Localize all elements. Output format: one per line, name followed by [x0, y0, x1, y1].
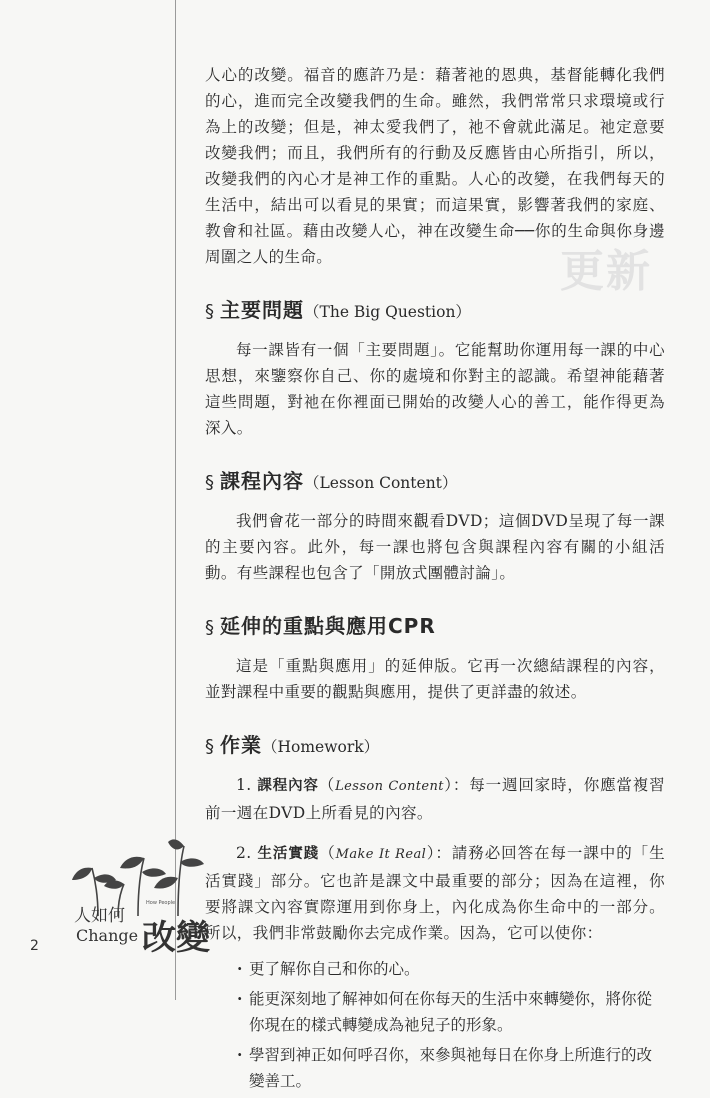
lesson-content-body: 我們會花一部分的時間來觀看DVD；這個DVD呈現了每一課的主要內容。此外，每一課也將包含與課程內容有關的小組活動。有些課程也包含了「開放式團體討論」。	[205, 512, 665, 582]
section-heading-homework	[205, 729, 665, 758]
list-item: · 更了解你自己和你的心。	[237, 956, 665, 982]
big-question-body: 每一課皆有一個「主要問題」。它能幫助你運用每一課的中心思想，來鑒察你自己、你的處境和你對主的認識。希望神能藉著這些問題，對祂在你裡面已開始的改變人心的善工，能作得更為深入。	[205, 341, 665, 437]
section-title-zh: 主要問題	[220, 298, 304, 322]
intro-paragraph: 人心的改變。福音的應許乃是：藉著祂的恩典，基督能轉化我們的心，進而完全改變我們的生命。雖然，我們常常只求環境或行為上的改變；但是，神太愛我們了，祂不會就此滿足。祂定意要改變我們；而且，我們所有的行動及反應皆由心所指引，所以，改變我們的內心才是神工作的重點。人心的改變，在我們每天的生活中，結出可以看見的果實；而這果實，影響著我們的家庭、教會和社區。藉由改變人心，神在改變生命──你的生命與你身邊周圍之人的生命。	[205, 66, 665, 266]
logo-text-zh-large: 改變	[142, 918, 210, 958]
homework-item: 1. 課程內容（Lesson Content）：每一週回家時，你應當複習前一週在DVD上所看見的內容。	[205, 776, 666, 822]
section-title-zh: 延伸的重點與應用CPR	[220, 614, 436, 638]
homework-item-number: 2.	[236, 844, 252, 862]
list-item: · 學習到神正如何呼召你，來參與祂每日在你身上所進行的改變善工。	[237, 1042, 665, 1094]
homework-item-title-en: Lesson Content	[335, 779, 444, 794]
page-number: 2	[30, 938, 39, 954]
section-title-en: （The Big Question）	[304, 303, 471, 321]
section-title-en: （Lesson Content）	[304, 474, 458, 492]
homework-item-body: ：請務必回答在每一課中的「生活實踐」部分。它也許是課文中最重要的部分；因為在這裡，你要將課文內容實際運用到你身上，內化成為你生命中的一部分。所以，我們非常鼓勵你去完成作業。因為，它可以使你：	[205, 844, 665, 942]
logo-tagline: How People	[146, 900, 176, 906]
homework-item-title-en: Make It Real	[335, 847, 427, 862]
homework-item-title: 生活實踐	[257, 846, 320, 862]
cpr-body: 這是「重點與應用」的延伸版。它再一次總結課程的內容，並對課程中重要的觀點與應用，提供了更詳盡的敘述。	[205, 657, 665, 701]
section-title-zh: 作業	[220, 733, 262, 757]
section-symbol: §	[205, 301, 214, 322]
homework-item-number: 1.	[236, 776, 252, 794]
show-through-background: 更新	[560, 246, 652, 297]
page-body	[205, 62, 665, 1098]
list-item: · 能更深刻地了解神如何在你每天的生活中來轉變你，將你從你現在的樣式轉變成為祂兒子的形象。	[237, 986, 665, 1038]
homework-item-body: ：每一週回家時，你應當複習前一週在DVD上所看見的內容。	[205, 776, 666, 822]
section-symbol: §	[205, 472, 214, 493]
section-symbol: §	[205, 617, 214, 638]
section-heading-cpr	[205, 610, 665, 639]
logo-text-en: Change	[76, 926, 139, 945]
book-logo	[58, 838, 218, 968]
homework-benefits-list	[205, 956, 665, 1094]
section-symbol: §	[205, 736, 214, 757]
section-title-en: （Homework）	[262, 738, 380, 756]
homework-item-title: 課程內容	[257, 778, 319, 794]
section-heading-lesson-content	[205, 465, 665, 494]
homework-item: 2. 生活實踐（Make It Real）：請務必回答在每一課中的「生活實踐」部分。它也許是課文中最重要的部分；因為在這裡，你要將課文內容實際運用到你身上，內化成為你生命中的一部分。所以，我們非常鼓勵你去完成作業。因為，它可以使你：	[205, 844, 665, 942]
section-heading-big-question	[205, 294, 665, 323]
logo-text-zh: 人如何	[74, 906, 125, 926]
section-title-zh: 課程內容	[220, 469, 304, 493]
